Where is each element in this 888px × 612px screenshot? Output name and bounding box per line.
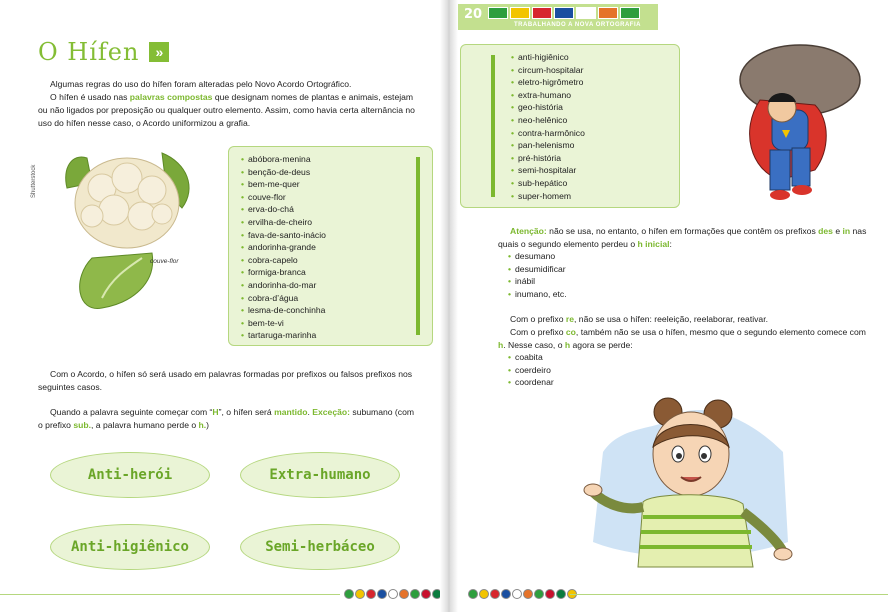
highlight-h-initial: h inicial — [637, 239, 670, 249]
list-item: • andorinha-grande — [241, 241, 326, 254]
text-part: Com o prefixo — [510, 314, 566, 324]
highlight-re: re — [565, 314, 575, 324]
list-item: • neo-helênico — [511, 114, 585, 127]
text-part: e — [832, 226, 843, 236]
list-item: • abóbora-menina — [241, 153, 326, 166]
example-oval-2: Extra-humano — [240, 452, 400, 498]
re-prefix-paragraph — [498, 313, 873, 326]
list-item: • formiga-branca — [241, 266, 326, 279]
prefix-words-box — [460, 44, 680, 208]
list-item: • coerdeiro — [508, 364, 554, 377]
intro-text — [38, 78, 416, 130]
highlight-h: h — [498, 340, 504, 350]
flag-icon — [501, 589, 511, 599]
photo-credit: Shutterstock — [31, 164, 37, 198]
flag-icon — [523, 589, 533, 599]
highlight-co: co — [565, 327, 576, 337]
right-page — [458, 0, 888, 612]
flag-icon — [534, 589, 544, 599]
text-part: não se usa, no entanto, o hífen em formações que contêm os prefixos — [546, 226, 819, 236]
highlight-compound-words: palavras compostas — [129, 92, 213, 102]
flag-icon — [598, 7, 618, 19]
list-item: • sub-hepático — [511, 177, 585, 190]
text-part: ) — [206, 420, 210, 430]
left-page — [0, 0, 440, 612]
box-accent-bar — [416, 157, 420, 335]
compound-words-list — [241, 153, 326, 342]
list-item: • cobra-capelo — [241, 254, 326, 267]
flag-icon — [344, 589, 354, 599]
list-item: • inumano, etc. — [508, 288, 567, 301]
text-part: Quando a palavra seguinte começar com “ — [50, 407, 213, 417]
flag-icon — [576, 7, 596, 19]
page-header — [458, 4, 658, 30]
list-item: • eletro-higrômetro — [511, 76, 585, 89]
flag-icon — [510, 7, 530, 19]
flag-icon — [490, 589, 500, 599]
text-part: , não se usa o hífen: reeleição, reelaborar, reativar. — [574, 314, 768, 324]
co-prefix-paragraph — [498, 326, 873, 352]
flag-icon — [488, 7, 508, 19]
list-item: • ervilha-de-cheiro — [241, 216, 326, 229]
flag-icon — [620, 7, 640, 19]
text-part: subumano (com o prefixo — [38, 407, 415, 430]
intro-text-part: O hífen é usado nas — [50, 92, 130, 102]
flag-icon — [554, 7, 574, 19]
co-prefix-text — [498, 326, 873, 352]
prefix-rule-paragraph: Com o Acordo, o hífen só será usado em palavras formadas por prefixos ou falsos prefixos nos seguintes casos. — [38, 369, 413, 392]
text-part: nas quais o segundo elemento perdeu o — [498, 226, 867, 249]
prefix-words-list — [511, 51, 585, 202]
list-item: • extra-humano — [511, 89, 585, 102]
highlight-kept: mantido — [274, 407, 308, 417]
text-part: agora se perde: — [570, 340, 633, 350]
flag-icon — [479, 589, 489, 599]
flag-icon — [399, 589, 409, 599]
highlight-h: H — [212, 407, 219, 417]
page-title: O Hífen — [38, 38, 140, 66]
list-item: • tartaruga-marinha — [241, 329, 326, 342]
list-item: • desumidificar — [508, 263, 567, 276]
attention-label: Atenção: — [510, 226, 547, 236]
flag-strip-left — [344, 589, 440, 599]
text-part: . Nesse caso, o — [503, 340, 565, 350]
list-item: • erva-do-chá — [241, 203, 326, 216]
highlight-in: in — [842, 226, 851, 236]
attention-examples-list — [508, 250, 567, 300]
flag-icon — [432, 589, 440, 599]
list-item: • cobra-d’água — [241, 292, 326, 305]
highlight-des: des — [818, 226, 833, 236]
list-item: • bem-me-quer — [241, 178, 326, 191]
flag-icon — [377, 589, 387, 599]
bottom-rule — [0, 594, 340, 595]
h-rule-paragraph — [38, 406, 416, 432]
bottom-rule — [570, 594, 888, 595]
text-part: , a palavra humano perde o — [91, 420, 199, 430]
header-subtitle: TRABALHANDO A NOVA ORTOGRAFIA — [514, 22, 641, 28]
text-part: , também não se usa o hífen, mesmo que o segundo elemento comece com — [575, 327, 866, 337]
co-examples-list — [508, 351, 554, 389]
list-item: • couve-flor — [241, 191, 326, 204]
flag-strip-right — [468, 589, 577, 599]
flag-icon — [556, 589, 566, 599]
list-item: • super-homem — [511, 190, 585, 203]
intro-paragraph-2 — [38, 91, 416, 130]
image-caption: couve-flor — [150, 258, 179, 265]
highlight-h-end: h. — [198, 420, 207, 430]
list-item: • contra-harmônico — [511, 127, 585, 140]
superhero-illustration — [720, 40, 870, 210]
title-row — [38, 38, 169, 66]
re-prefix-text — [498, 313, 873, 326]
flag-icon — [366, 589, 376, 599]
flag-icon — [468, 589, 478, 599]
attention-text — [498, 225, 873, 251]
girl-illustration — [583, 392, 793, 572]
flag-icon — [545, 589, 555, 599]
list-item: • geo-história — [511, 101, 585, 114]
cauliflower-image — [62, 148, 202, 318]
h-rule-text — [38, 406, 416, 432]
example-oval-1: Anti-herói — [50, 452, 210, 498]
highlight-sub: sub. — [73, 420, 92, 430]
intro-paragraph-1: Algumas regras do uso do hífen foram alteradas pelo Novo Acordo Ortográfico. — [50, 79, 352, 89]
list-item: • pan-helenismo — [511, 139, 585, 152]
text-part: : — [669, 239, 672, 249]
flag-icon — [355, 589, 365, 599]
list-item: • circum-hospitalar — [511, 64, 585, 77]
list-item: • inábil — [508, 275, 567, 288]
prefix-rule-text — [38, 368, 416, 394]
text-part: . — [307, 407, 313, 417]
flag-icon — [388, 589, 398, 599]
list-item: • pré-história — [511, 152, 585, 165]
list-item: • andorinha-do-mar — [241, 279, 326, 292]
title-arrow-icon: » — [149, 42, 169, 62]
list-item: • semi-hospitalar — [511, 164, 585, 177]
list-item: • lesma-de-conchinha — [241, 304, 326, 317]
attention-paragraph — [498, 225, 873, 251]
text-part: ”, o hífen será — [218, 407, 275, 417]
book-gutter — [440, 0, 458, 612]
list-item: • coabita — [508, 351, 554, 364]
list-item: • benção-de-deus — [241, 166, 326, 179]
flag-icon — [532, 7, 552, 19]
intro-text-part: que designam nomes de plantas e animais, estejam ou não ligados por preposição ou qualquer outro elemento. Assim, como havia certa alternância no uso do hífen nesse caso, o Acordo uniformizou a grafia. — [38, 92, 415, 128]
list-item: • fava-de-santo-inácio — [241, 229, 326, 242]
highlight-exception: Exceção: — [312, 407, 351, 417]
list-item: • anti-higiênico — [511, 51, 585, 64]
list-item: • coordenar — [508, 376, 554, 389]
example-oval-4: Semi-herbáceo — [240, 524, 400, 570]
flag-icon — [421, 589, 431, 599]
compound-words-box — [228, 146, 433, 346]
list-item: • bem-te-vi — [241, 317, 326, 330]
flag-icon — [512, 589, 522, 599]
page-number: 20 — [464, 7, 483, 22]
header-flags — [488, 7, 640, 19]
flag-icon — [410, 589, 420, 599]
example-oval-3: Anti-higiênico — [50, 524, 210, 570]
box-accent-bar — [491, 55, 495, 197]
list-item: • desumano — [508, 250, 567, 263]
text-part: Com o prefixo — [510, 327, 566, 337]
highlight-h: h — [564, 340, 571, 350]
